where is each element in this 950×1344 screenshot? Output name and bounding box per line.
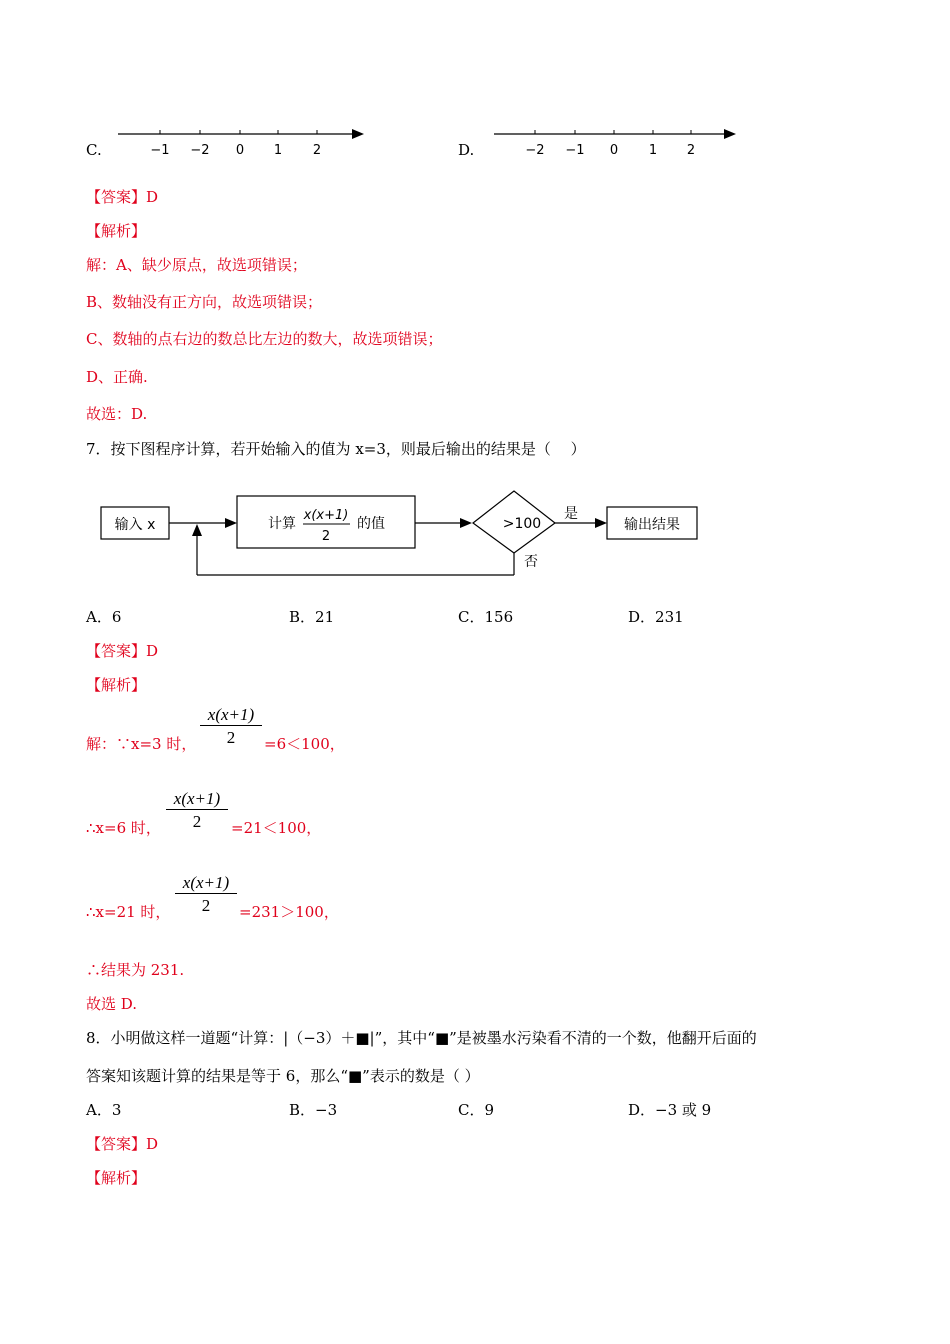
q7-result: ∴结果为 231. xyxy=(86,961,185,979)
q6-analysis-head: 【解析】 xyxy=(86,222,147,240)
number-line-d xyxy=(488,124,748,160)
q7-step-pre: 解：∵x=3 时， xyxy=(86,735,197,753)
q7-choose: 故选 D. xyxy=(86,995,138,1013)
q6-line: B、数轴没有正方向，故选项错误； xyxy=(86,293,323,311)
calc-suffix: 的值 xyxy=(357,516,385,532)
fraction xyxy=(200,705,262,748)
q8-analysis-head: 【解析】 xyxy=(86,1169,147,1187)
q7-step-pre: ∴x=6 时， xyxy=(86,819,161,837)
q8-option-b: B．−3 xyxy=(289,1101,338,1119)
option-c-label: C. xyxy=(86,141,102,159)
calc-prefix: 计算 xyxy=(268,516,296,532)
input-label: 输入 x xyxy=(114,517,156,533)
yes-label: 是 xyxy=(564,506,578,522)
fraction xyxy=(166,789,228,832)
q7-step-pre: ∴x=21 时， xyxy=(86,903,171,921)
q8-question-line2: 答案知该题计算的结果是等于 6，那么“■”表示的数是（ ） xyxy=(86,1067,480,1085)
q8-option-a: A．3 xyxy=(86,1101,122,1119)
fraction-numerator: x(x+1) xyxy=(173,789,221,808)
q7-step-post: =231＞100， xyxy=(239,903,339,921)
q7-question: 7．按下图程序计算，若开始输入的值为 x=3，则最后输出的结果是（ ） xyxy=(86,440,586,458)
q7-answer: 【答案】D xyxy=(86,642,159,660)
fraction-numerator: x(x+1) xyxy=(182,873,230,892)
q8-option-c: C．9 xyxy=(458,1101,495,1119)
q6-choose: 故选：D. xyxy=(86,405,148,423)
tick-label: 2 xyxy=(686,143,696,158)
fraction-denominator: 2 xyxy=(175,893,237,916)
tick-label: 1 xyxy=(648,143,658,158)
q7-step-post: =21＜100， xyxy=(231,819,322,837)
flowchart xyxy=(95,488,705,582)
no-label: 否 xyxy=(524,554,538,570)
q7-analysis-head: 【解析】 xyxy=(86,676,147,694)
tick-label: −2 xyxy=(525,143,545,158)
q8-question-line1: 8．小明做这样一道题“计算：|（−3）＋■|”，其中“■”是被墨水污染看不清的一个数，他翻开后面的 xyxy=(86,1029,757,1047)
fraction-denominator: 2 xyxy=(200,725,262,748)
tick-label: 0 xyxy=(235,143,245,158)
output-label: 输出结果 xyxy=(624,517,680,533)
number-line-c xyxy=(112,124,372,160)
q7-step-post: =6＜100， xyxy=(264,735,345,753)
tick-label: −2 xyxy=(190,143,210,158)
q6-line: 解：A、缺少原点，故选项错误； xyxy=(86,256,307,274)
fraction-numerator: x(x+1) xyxy=(207,705,255,724)
fraction xyxy=(175,873,237,916)
q6-answer: 【答案】D xyxy=(86,188,159,206)
q8-option-d: D．−3 或 9 xyxy=(628,1101,712,1119)
tick-label: 0 xyxy=(609,143,619,158)
tick-label: 1 xyxy=(273,143,283,158)
tick-label: −1 xyxy=(565,143,585,158)
tick-label: 2 xyxy=(312,143,322,158)
calc-num: x(x+1) xyxy=(303,508,349,523)
calc-den: 2 xyxy=(321,529,331,544)
q6-line: C、数轴的点右边的数总比左边的数大，故选项错误； xyxy=(86,330,443,348)
fraction-denominator: 2 xyxy=(166,809,228,832)
tick-label: −1 xyxy=(150,143,170,158)
q7-option-c: C．156 xyxy=(458,608,514,626)
q8-answer: 【答案】D xyxy=(86,1135,159,1153)
q6-line: D、正确. xyxy=(86,368,148,386)
q7-option-d: D．231 xyxy=(628,608,684,626)
option-d-label: D. xyxy=(458,141,475,159)
condition-label: >100 xyxy=(502,516,542,532)
q7-option-a: A．6 xyxy=(86,608,122,626)
q7-option-b: B．21 xyxy=(289,608,335,626)
